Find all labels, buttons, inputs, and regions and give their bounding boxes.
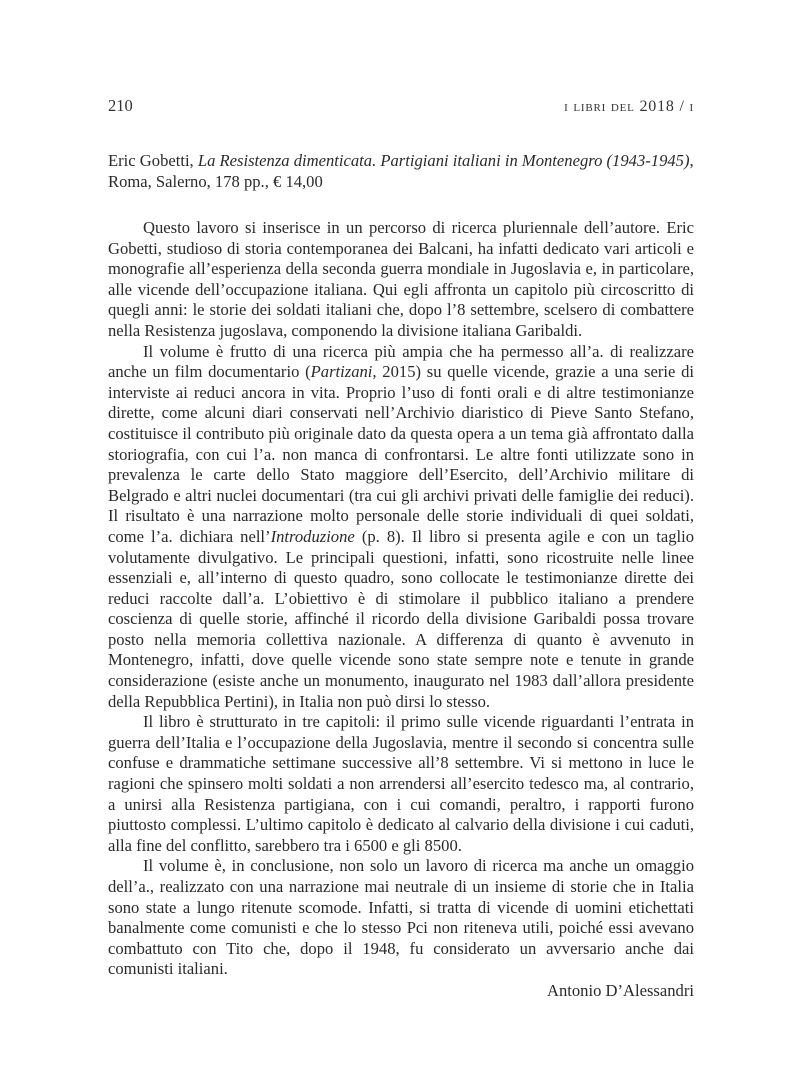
page-number: 210 [108,96,133,115]
film-title: Partizani [310,362,373,382]
introduction-reference: Introduzione [270,526,355,546]
book-title: La Resistenza dimenticata. Partigiani italiani in Montenegro (1943-1945) [197,151,690,170]
book-publication: , Roma, Salerno, 178 pp., € 14,00 [108,151,694,191]
book-citation [108,150,694,192]
paragraph-4: Il volume è, in conclusione, non solo un lavoro di ricerca ma anche un omaggio dell’a., realizzato con una narrazione mai neutrale di un insieme di storie che in Italia sono state a lungo ritenute scomode. Infatti, si tratta di vicende di uomini etichettati banalmente come comunisti e che lo stesso Pci non riteneva utili, poiché essi avevano combattuto con Tito che, dopo il 1948, fu considerato un avversario anche dai comunisti italiani. [108,856,694,979]
review-body [108,218,694,980]
running-head [108,96,694,117]
section-title: i libri del 2018 / i [564,98,694,115]
book-author: Eric Gobetti, [108,151,198,170]
paragraph-2-part-c: (p. 8). Il libro si presenta agile e con un taglio volutamente divulgativo. Le principali questioni, infatti, sono ricostruite nelle linee essenziali e, all’interno di questo quadro, sono collocate le testimonianze dirette dei reduci raccolte dall’a. L’obiettivo è di stimolare il pubblico italiano a prendere coscienza di quelle storie, affinché il ricordo della divisione Garibaldi possa trovare posto nella memoria collettiva nazionale. A differenza di quanto è avvenuto in Montenegro, infatti, dove quelle vicende sono state sempre note e tenute in grande considerazione (esiste anche un monumento, inaugurato nel 1983 dall’allora presidente della Repubblica Pertini), in Italia non può dirsi lo stesso. [108,526,695,711]
paragraph-3: Il libro è strutturato in tre capitoli: il primo sulle vicende riguardanti l’entrata in guerra dell’Italia e l’occupazione della Jugoslavia, mentre il secondo si concentra sulle confuse e drammatiche settimane successive all’8 settembre. Vi si mettono in luce le ragioni che spinsero molti soldati a non arrendersi all’esercito tedesco ma, al contrario, a unirsi alla Resistenza partigiana, con i cui comandi, peraltro, i rapporti furono piuttosto complessi. L’ultimo capitolo è dedicato al calvario della divisione i cui caduti, alla fine del conflitto, sarebbero tra i 6500 e gli 8500. [108,712,694,855]
paragraph-1: Questo lavoro si inserisce in un percorso di ricerca pluriennale dell’autore. Eric Gobetti, studioso di storia contemporanea dei Balcani, ha infatti dedicato vari articoli e monografie all’esperienza della seconda guerra mondiale in Jugoslavia e, in particolare, alle vicende dell’occupazione italiana. Qui egli affronta un capitolo più circoscritto di quegli anni: le storie dei soldati italiani che, dopo l’8 settembre, scelsero di combattere nella Resistenza jugoslava, componendo la divisione italiana Garibaldi. [108,218,694,340]
page-content [108,96,694,1001]
paragraph-2-part-a: Il volume è frutto di una ricerca più ampia che ha permesso all’a. di realizzare anche un film documentario ( [108,341,694,382]
paragraph-2 [108,342,694,713]
paragraph-2-part-b: , 2015) su quelle vicende, grazie a una serie di interviste ai reduci ancora in vita. Proprio l’uso di fonti orali e di altre testimonianze dirette, come alcuni diari conservati nell’Archivio diaristico di Pieve Santo Stefano, costituisce il contributo più originale dato da questa opera a un tema già affrontato dalla storiografia, con cui l’a. non manca di confrontarsi. Le altre fonti utilizzate sono in prevalenza le carte dello Stato maggiore dell’Esercito, dell’Archivio militare di Belgrado e altri nuclei documentari (tra cui gli archivi privati delle famiglie dei reduci). Il risultato è una narrazione molto personale delle storie individuali di quei soldati, come l’a. dichiara nell’ [108,362,695,546]
reviewer-signature: Antonio D’Alessandri [546,980,694,1000]
